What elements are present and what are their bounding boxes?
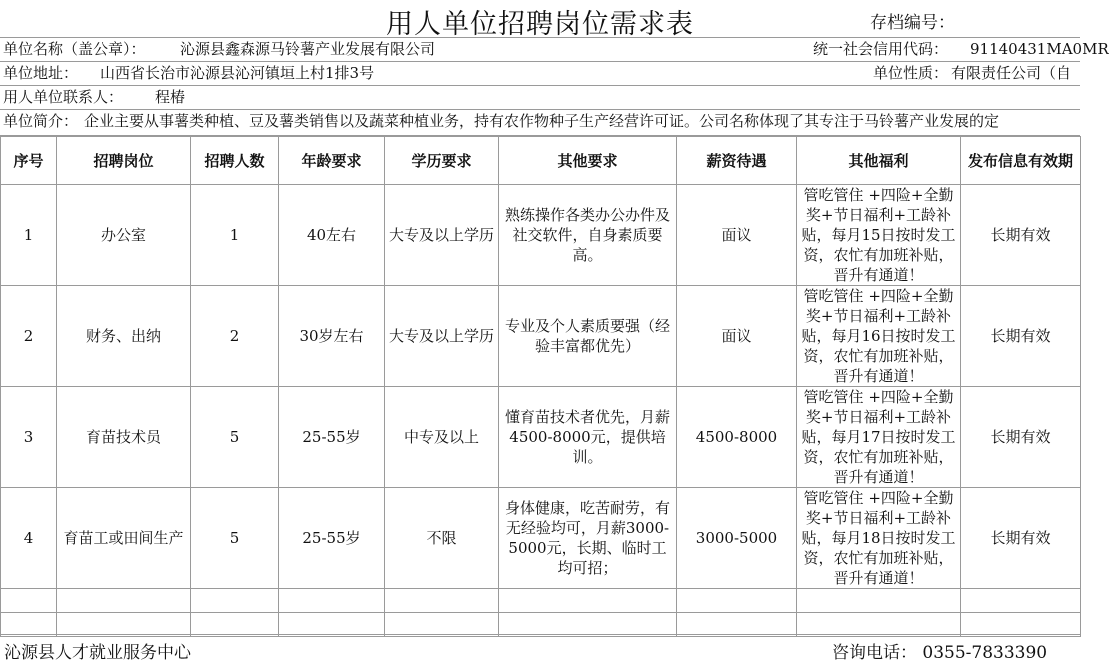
col-header-welfare: 其他福利 xyxy=(797,137,961,185)
table-row xyxy=(1,286,1081,387)
cell-age: 25-55岁 xyxy=(279,488,385,589)
cell-education: 大专及以上学历 xyxy=(385,286,499,387)
cell-validity: 长期有效 xyxy=(961,387,1081,488)
cell-position: 办公室 xyxy=(57,185,191,286)
empty-row xyxy=(1,613,1081,637)
cell-age: 40左右 xyxy=(279,185,385,286)
page-title: 用人单位招聘岗位需求表 xyxy=(386,9,694,40)
company-name-row xyxy=(0,38,1109,62)
table-row xyxy=(1,185,1081,286)
cell-validity: 长期有效 xyxy=(961,185,1081,286)
cell-count: 5 xyxy=(191,488,279,589)
form-footer xyxy=(0,634,1080,663)
cell-position: 财务、出纳 xyxy=(57,286,191,387)
cell-other: 熟练操作各类办公办件及社交软件，自身素质要高。 xyxy=(499,185,677,286)
col-header-position: 招聘岗位 xyxy=(57,137,191,185)
company-address: 山西省长治市沁源县沁河镇垣上村1排3号 xyxy=(100,64,375,82)
col-header-validity: 发布信息有效期 xyxy=(961,137,1081,185)
cell-education: 中专及以上 xyxy=(385,387,499,488)
cell-salary: 3000-5000 xyxy=(677,488,797,589)
cell-count: 5 xyxy=(191,387,279,488)
cell-position: 育苗工或田间生产 xyxy=(57,488,191,589)
cell-other: 身体健康，吃苦耐劳，有无经验均可，月薪3000-5000元，长期、临时工均可招； xyxy=(499,488,677,589)
contact-label: 用人单位联系人： xyxy=(3,88,124,106)
credit-code-label: 统一社会信用代码： xyxy=(813,40,949,58)
cell-count: 2 xyxy=(191,286,279,387)
company-intro: 企业主要从事薯类种植、豆及薯类销售以及蔬菜种植业务，持有农作物种子生产经营许可证。公司名称体现了其专注于马铃薯产业发展的定 xyxy=(84,112,1000,130)
company-intro-row xyxy=(0,110,1080,136)
job-table xyxy=(0,136,1081,637)
company-name-label: 单位名称（盖公章）： xyxy=(3,40,146,58)
cell-other: 专业及个人素质要强（经验丰富都优先） xyxy=(499,286,677,387)
form-header xyxy=(0,0,1080,38)
cell-age: 25-55岁 xyxy=(279,387,385,488)
cell-no: 4 xyxy=(1,488,57,589)
company-nature-label: 单位性质： xyxy=(873,64,949,82)
table-row xyxy=(1,387,1081,488)
cell-age: 30岁左右 xyxy=(279,286,385,387)
footer-organization: 沁源县人才就业服务中心 xyxy=(4,643,191,663)
col-header-age: 年龄要求 xyxy=(279,137,385,185)
cell-education: 不限 xyxy=(385,488,499,589)
intro-label: 单位简介： xyxy=(3,112,79,130)
address-label: 单位地址： xyxy=(3,64,79,82)
col-header-no: 序号 xyxy=(1,137,57,185)
cell-no: 3 xyxy=(1,387,57,488)
cell-salary: 4500-8000 xyxy=(677,387,797,488)
company-address-row xyxy=(0,62,1080,86)
cell-welfare: 管吃管住 +四险+全勤奖+节日福利+工龄补贴，每月16日按时发工资，农忙有加班补贴，晋升有通道！ xyxy=(797,286,961,387)
archive-number-label: 存档编号： xyxy=(870,13,955,33)
cell-welfare: 管吃管住 +四险+全勤奖+节日福利+工龄补贴，每月18日按时发工资，农忙有加班补贴，晋升有通道！ xyxy=(797,488,961,589)
credit-code: 91140431MA0MR xyxy=(970,40,1109,58)
company-nature: 有限责任公司（自 xyxy=(951,64,1072,82)
cell-validity: 长期有效 xyxy=(961,488,1081,589)
cell-salary: 面议 xyxy=(677,185,797,286)
col-header-salary: 薪资待遇 xyxy=(677,137,797,185)
col-header-education: 学历要求 xyxy=(385,137,499,185)
contact-name: 程椿 xyxy=(155,88,186,106)
cell-no: 2 xyxy=(1,286,57,387)
col-header-other: 其他要求 xyxy=(499,137,677,185)
cell-welfare: 管吃管住 +四险+全勤奖+节日福利+工龄补贴，每月15日按时发工资，农忙有加班补贴，晋升有通道！ xyxy=(797,185,961,286)
col-header-count: 招聘人数 xyxy=(191,137,279,185)
cell-validity: 长期有效 xyxy=(961,286,1081,387)
company-name: 沁源县鑫森源马铃薯产业发展有限公司 xyxy=(180,40,436,58)
contact-row xyxy=(0,86,1080,110)
cell-education: 大专及以上学历 xyxy=(385,185,499,286)
empty-row xyxy=(1,589,1081,613)
cell-no: 1 xyxy=(1,185,57,286)
cell-salary: 面议 xyxy=(677,286,797,387)
footer-phone: 咨询电话： 0355-7833390 xyxy=(832,643,1048,663)
cell-welfare: 管吃管住 +四险+全勤奖+节日福利+工龄补贴，每月17日按时发工资，农忙有加班补贴，晋升有通道！ xyxy=(797,387,961,488)
table-header-row xyxy=(1,137,1081,185)
cell-other: 懂育苗技术者优先，月薪4500-8000元，提供培训。 xyxy=(499,387,677,488)
table-row xyxy=(1,488,1081,589)
cell-count: 1 xyxy=(191,185,279,286)
cell-position: 育苗技术员 xyxy=(57,387,191,488)
